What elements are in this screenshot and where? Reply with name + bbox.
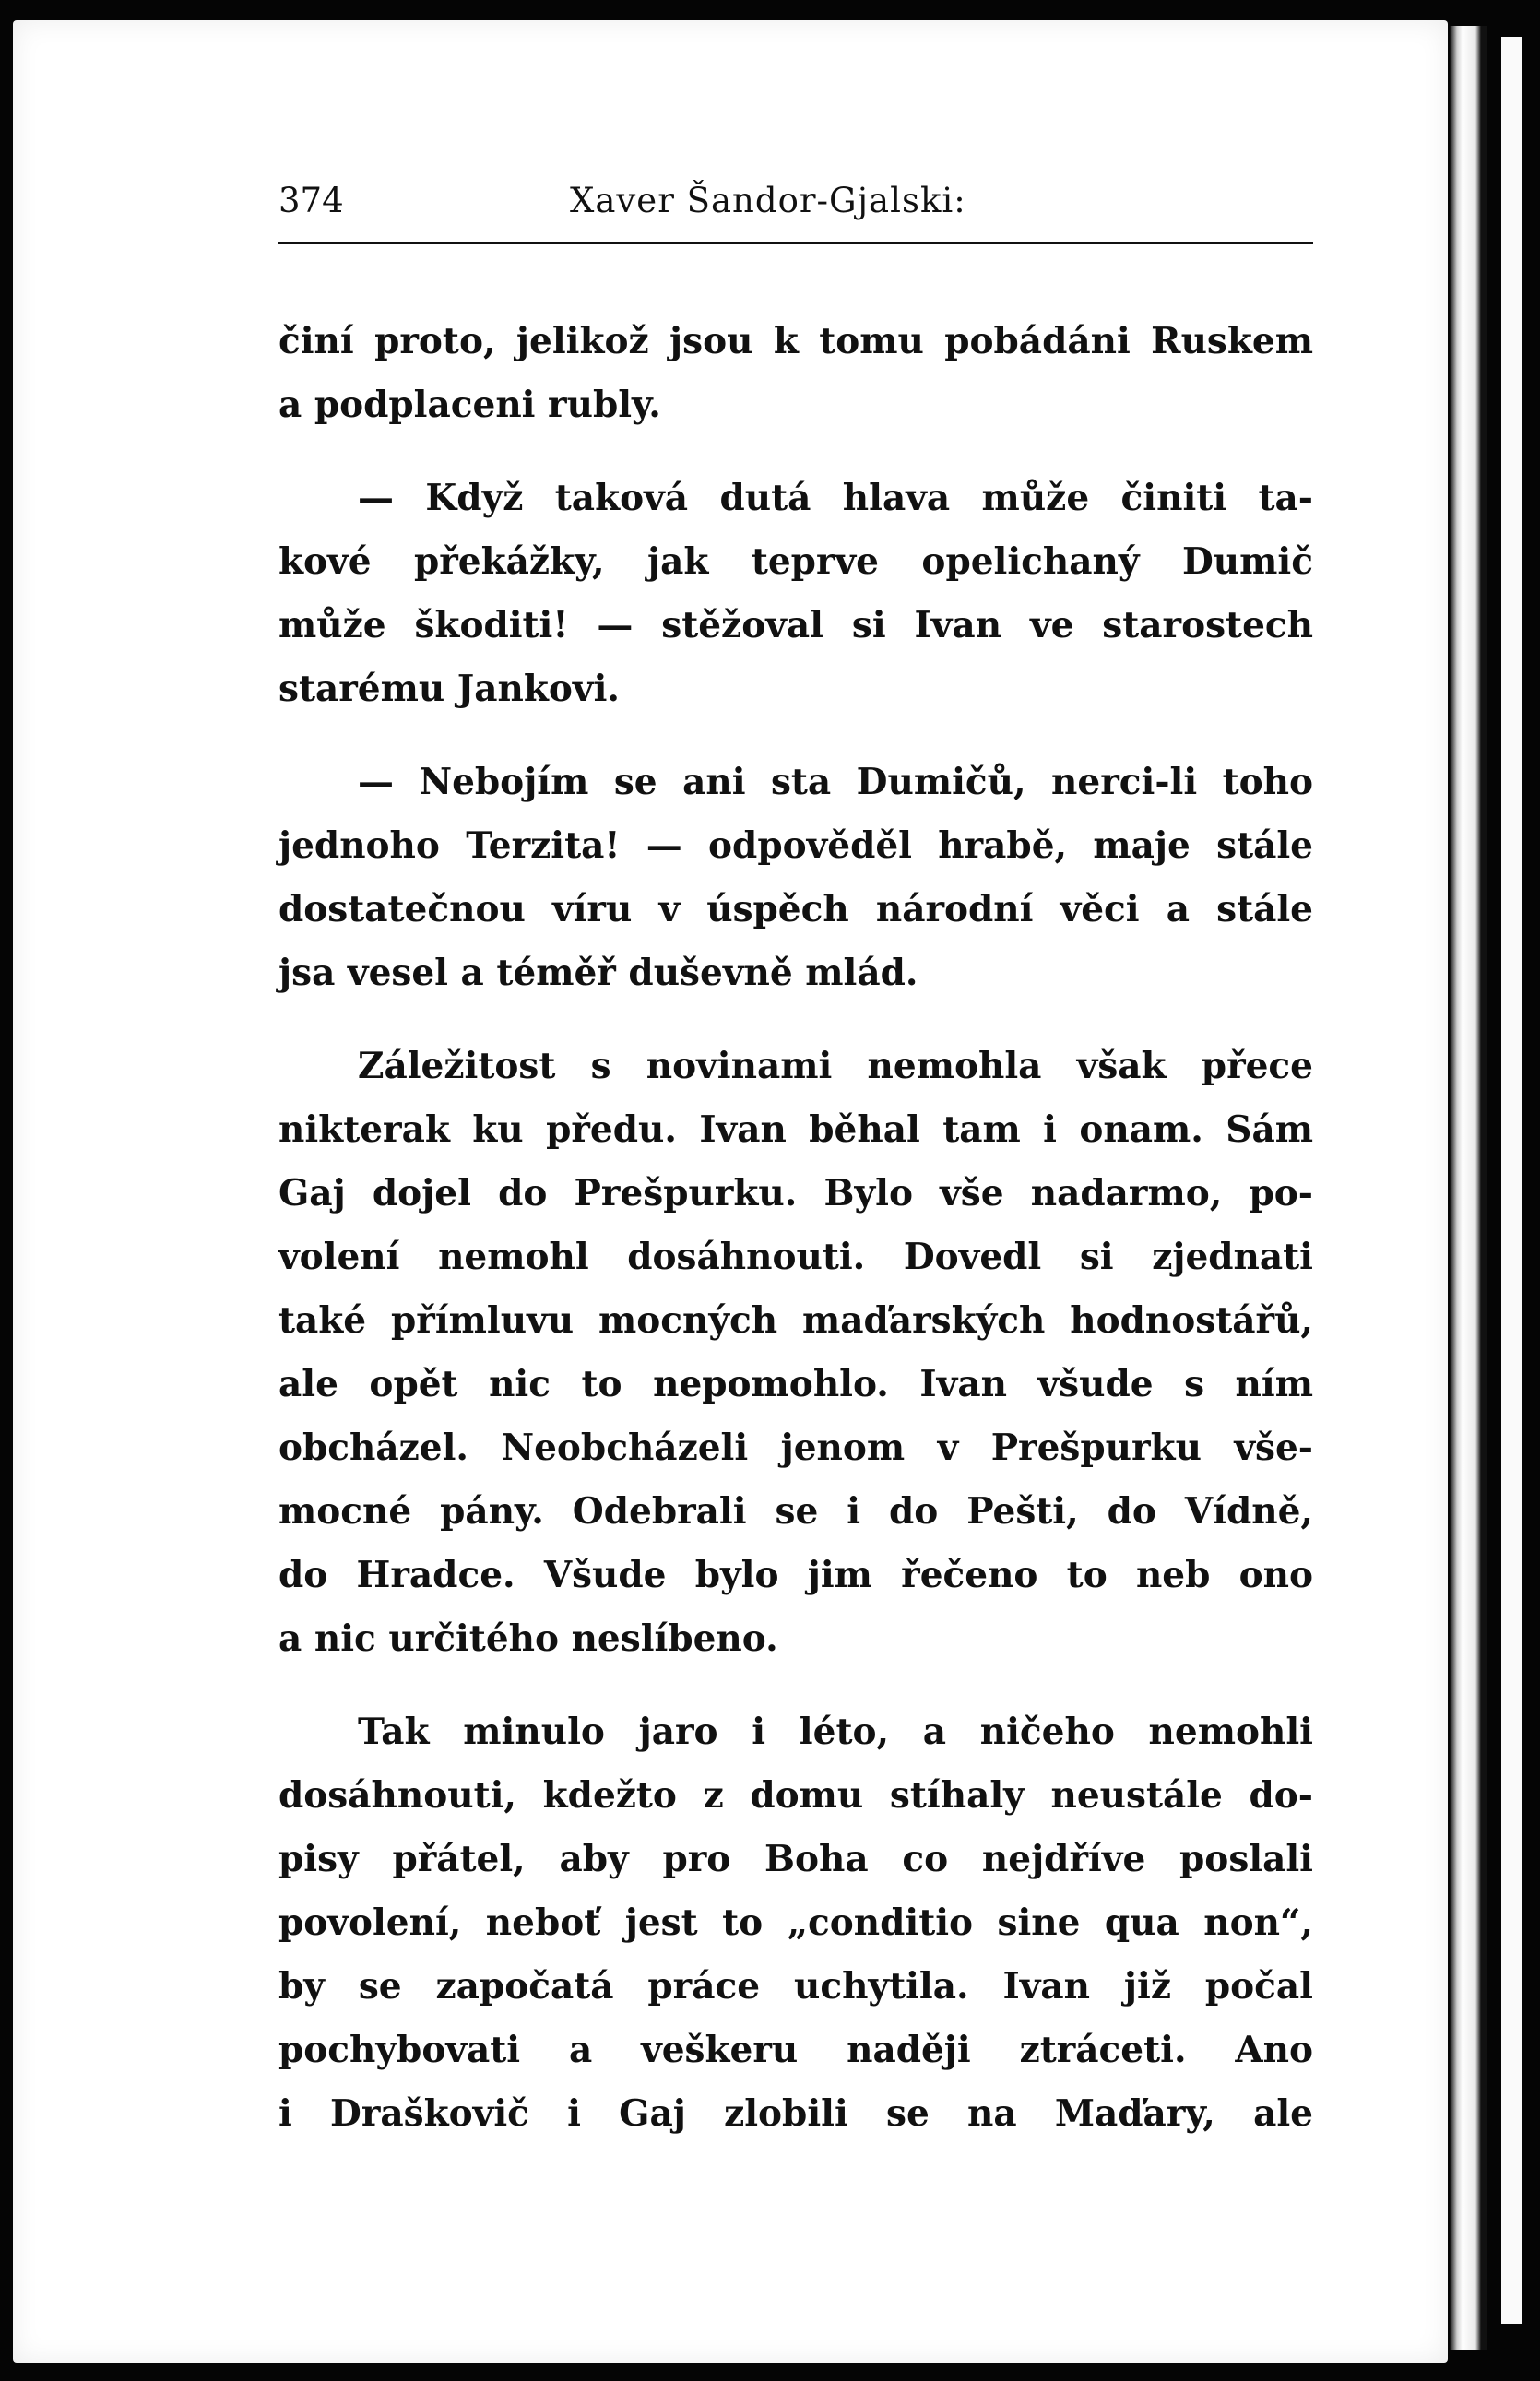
text-line: pisy přátel, aby pro Boha co nejdříve poslali <box>278 1838 1313 1880</box>
text-line: Tak minulo jaro i léto, a ničeho nemohli <box>358 1711 1313 1753</box>
text-line: i Draškovič i Gaj zlobili se na Maďary, ale <box>278 2092 1313 2135</box>
text-line: starému Jankovi. <box>278 668 620 710</box>
text-line: jsa vesel a téměř duševně mlád. <box>278 952 918 994</box>
text-line: dostatečnou víru v úspěch národní věci a stále <box>278 888 1313 930</box>
text-line: také přímluvu mocných maďarských hodnostářů, <box>278 1299 1313 1342</box>
header-rule <box>278 242 1313 244</box>
text-line: může škoditi! — stěžoval si Ivan ve starostech <box>278 604 1313 646</box>
text-line: nikterak ku předu. Ivan běhal tam i onam. Sám <box>278 1108 1313 1151</box>
page-header <box>278 181 1313 232</box>
text-line: volení nemohl dosáhnouti. Dovedl si zjednati <box>278 1236 1313 1278</box>
text-line: Gaj dojel do Prešpurku. Bylo vše nadarmo, po- <box>278 1172 1313 1214</box>
paragraph <box>278 751 1313 1005</box>
page-number: 374 <box>278 181 344 220</box>
body-text <box>278 310 1313 2146</box>
running-head: Xaver Šandor-Gjalski: <box>570 181 966 220</box>
paragraph <box>278 1700 1313 2146</box>
next-page-edge <box>1501 37 1522 2324</box>
text-line: — Když taková dutá hlava může činiti ta- <box>358 477 1313 519</box>
text-line: dosáhnouti, kdežto z domu stíhaly neustále do- <box>278 1774 1313 1817</box>
paragraph <box>278 310 1313 437</box>
paragraph <box>278 1035 1313 1671</box>
text-line: obcházel. Neobcházeli jenom v Prešpurku vše- <box>278 1427 1313 1469</box>
text-line: Záležitost s novinami nemohla však přece <box>358 1045 1313 1087</box>
text-line: činí proto, jelikož jsou k tomu pobádáni Ruskem <box>278 320 1313 362</box>
text-line: a nic určitého neslíbeno. <box>278 1617 778 1660</box>
text-line: povolení, neboť jest to „conditio sine qua non“, <box>278 1901 1313 1944</box>
text-line: do Hradce. Všude bylo jim řečeno to neb ono <box>278 1554 1313 1596</box>
text-line: ale opět nic to nepomohlo. Ivan všude s ním <box>278 1363 1313 1405</box>
text-line: by se započatá práce uchytila. Ivan již počal <box>278 1965 1313 2008</box>
text-line: — Nebojím se ani sta Dumičů, nerci-li toho <box>358 761 1313 803</box>
text-line: pochybovati a veškeru naději ztráceti. Ano <box>278 2029 1313 2071</box>
text-line: a podplaceni rubly. <box>278 384 661 426</box>
text-line: kové překážky, jak teprve opelichaný Dumič <box>278 540 1313 583</box>
text-line: jednoho Terzita! — odpověděl hrabě, maje stále <box>278 824 1313 867</box>
page-edge-shadow <box>1450 26 1487 2350</box>
text-line: mocné pány. Odebrali se i do Pešti, do Vídně, <box>278 1490 1313 1533</box>
paragraph <box>278 467 1313 721</box>
